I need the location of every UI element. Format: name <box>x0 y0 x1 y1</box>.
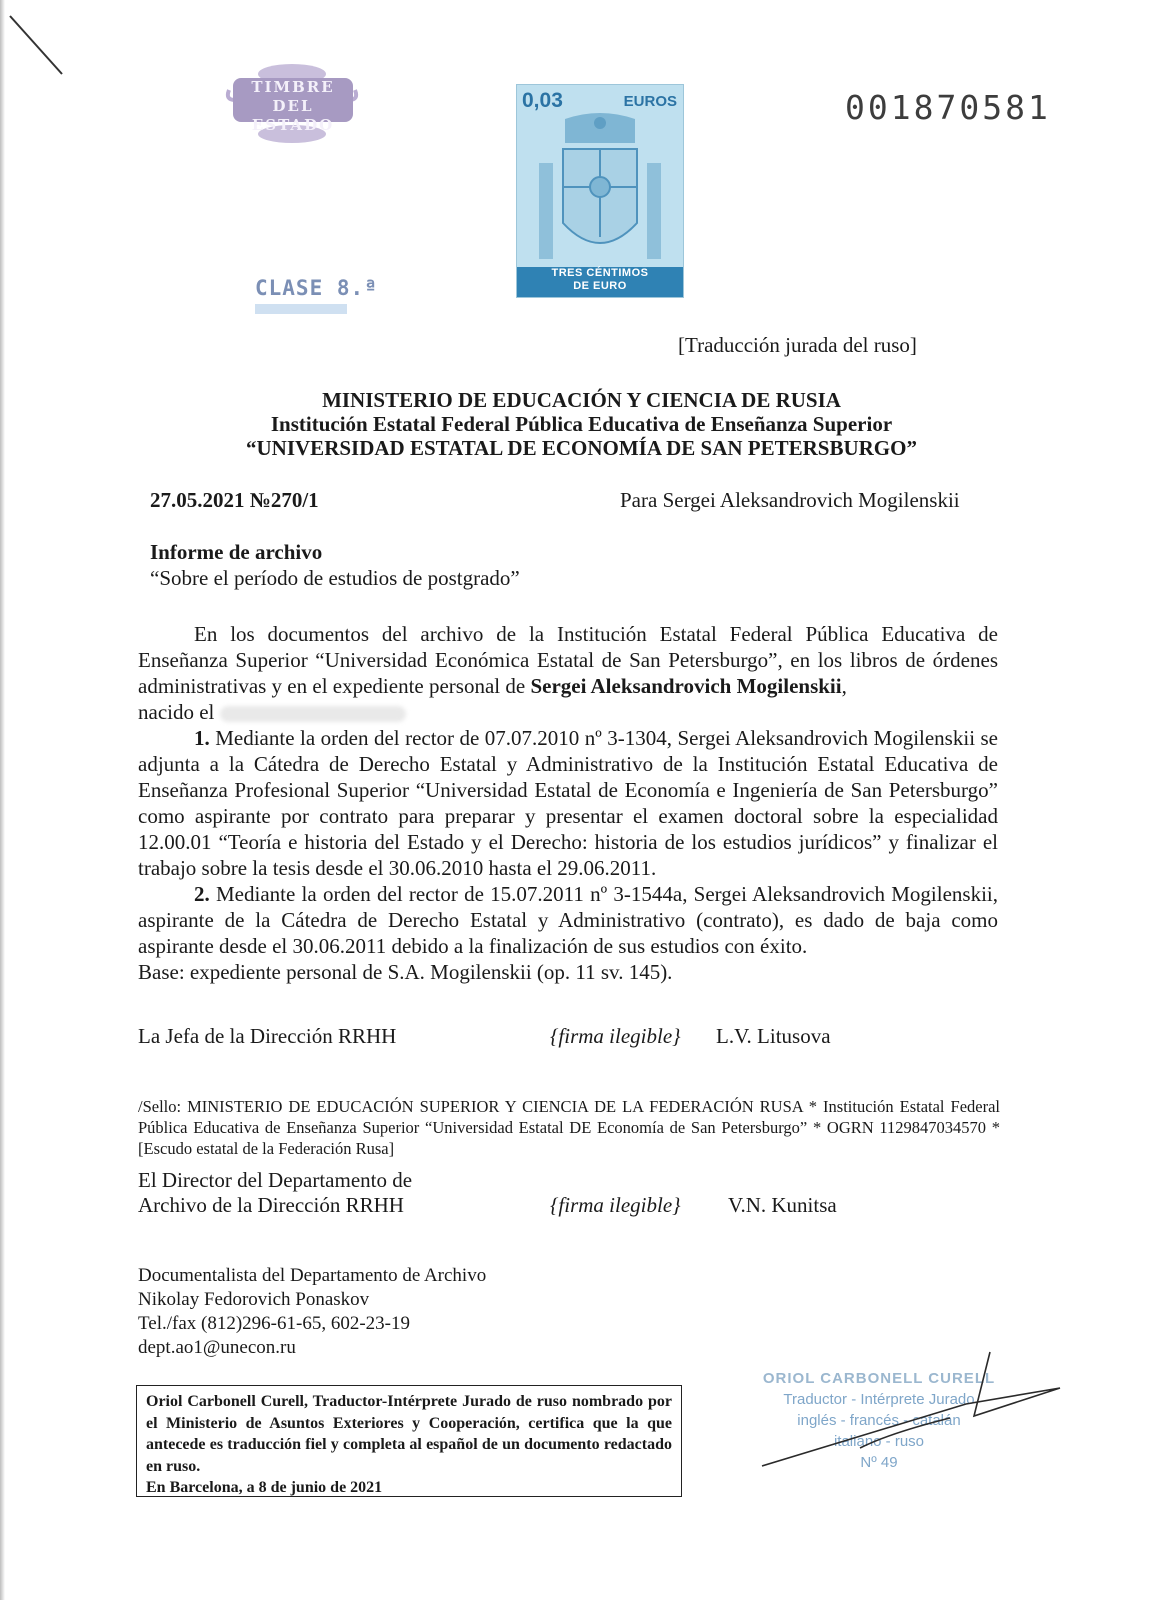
translator-certification-box <box>136 1385 682 1497</box>
euro-stamp-value: 0,03 <box>522 89 563 112</box>
redacted-birthdate <box>220 706 406 722</box>
item-1-paragraph <box>138 725 998 881</box>
clase-label: CLASE 8.ª <box>255 276 378 300</box>
documentalist-phone: Tel./fax (812)296-61-65, 602-23-19 <box>138 1313 410 1334</box>
timbre-label <box>233 78 353 134</box>
documentalist-name: Nikolay Fedorovich Ponaskov <box>138 1289 370 1310</box>
intro-paragraph <box>138 621 998 699</box>
university-heading: “UNIVERSIDAD ESTATAL DE ECONOMÍA DE SAN PETERSBURGO” <box>246 436 917 460</box>
item-2-paragraph <box>138 881 998 959</box>
spanish-coat-of-arms-icon <box>537 113 663 263</box>
scan-edge-shadow <box>0 0 5 1600</box>
signatory-2-name: V.N. Kunitsa <box>728 1193 837 1217</box>
signatory-1-signature-note: {firma ilegible} <box>550 1024 681 1048</box>
item-1-text: Mediante la orden del rector de 07.07.2010 nº 3-1304, Sergei Aleksandrovich Mogilenskii se adjunta a la Cátedra de Derecho Estatal y Administrativo de la Institución Estatal Educativa de Enseñanza Profesional Superior “Universidad Estatal de Economía e Ingeniería de San Petersburgo” como aspirante por contrato para preparar y presentar el examen doctoral sobre la especialidad 12.00.01 “Teoría e historia del Estado y el Derecho: historia de los estudios jurídicos” y finalizar el trabajo sobre la tesis desde el 30.06.2010 hasta el 29.06.2011. <box>138 726 998 880</box>
document-body <box>138 621 998 985</box>
translator-stamp-title: Traductor - Intérprete Jurado <box>783 1391 975 1408</box>
documentalist-block <box>138 1264 486 1360</box>
translator-stamp-number: Nº 49 <box>860 1454 898 1471</box>
documentalist-title: Documentalista del Departamento de Archivo <box>138 1265 487 1286</box>
certification-place-date: En Barcelona, a 8 de junio de 2021 <box>146 1479 383 1496</box>
timbre-line-2: DEL ESTADO <box>251 97 335 134</box>
clase-underline-band <box>255 304 347 314</box>
signatory-2-signature-note: {firma ilegible} <box>550 1193 681 1217</box>
serial-number: 001870581 <box>845 88 1051 127</box>
euro-band-line-2: DE EURO <box>573 280 627 292</box>
ministry-heading: MINISTERIO DE EDUCACIÓN Y CIENCIA DE RUSIA <box>322 388 841 412</box>
intro-end: , <box>841 674 847 698</box>
pen-stroke-mark <box>8 10 68 80</box>
item-2-text: Mediante la orden del rector de 15.07.2011 nº 3-1544a, Sergei Aleksandrovich Mogilenskii, aspirante de la Cátedra de Derecho Estatal y Administrativo (contrato), es dado de baja como aspirante desde el 30.06.2011 debido a la finalización de sus estudios con éxito. <box>138 882 998 958</box>
item-2-number: 2. <box>194 882 210 906</box>
translator-stamp-languages-2: italiano - ruso <box>833 1433 925 1450</box>
signatory-1-role: La Jefa de la Dirección RRHH <box>138 1024 397 1048</box>
born-label: nacido el <box>138 700 215 724</box>
euro-band-line-1: TRES CÉNTIMOS <box>551 267 649 279</box>
recipient: Para Sergei Aleksandrovich Mogilenskii <box>620 488 960 512</box>
translator-stamp-name: ORIOL CARBONELL CURELL <box>762 1370 996 1387</box>
documentalist-email: dept.ao1@unecon.ru <box>138 1337 296 1358</box>
born-line <box>138 699 998 725</box>
euro-stamp-currency: EUROS <box>623 93 677 110</box>
translator-signature <box>760 1348 1090 1488</box>
intro-text: En los documentos del archivo de la Institución Estatal Federal Pública Educativa de Enseñanza Superior “Universidad Económica Estatal de San Petersburgo”, en los libros de órdenes administrativas y en el expediente personal de <box>138 622 998 698</box>
timbre-del-estado-stamp <box>223 56 361 148</box>
euro-stamp-band <box>517 267 683 297</box>
certification-text: Oriol Carbonell Curell, Traductor-Intérprete Jurado de ruso nombrado por el Ministerio de Asuntos Exteriores y Cooperación, certifica que la que antecede es traducción fiel y completa al español de un documento redactado en ruso. <box>146 1393 672 1475</box>
translation-note: [Traducción jurada del ruso] <box>678 333 917 357</box>
signatory-1-name: L.V. Litusova <box>716 1024 831 1048</box>
intro-name: Sergei Aleksandrovich Mogilenskii <box>530 674 842 698</box>
timbre-line-1: TIMBRE <box>251 78 335 96</box>
item-1-number: 1. <box>194 726 210 750</box>
date-number: 27.05.2021 №270/1 <box>150 488 319 512</box>
base-line: Base: expediente personal de S.A. Mogilenskii (op. 11 sv. 145). <box>138 960 673 984</box>
euro-revenue-stamp <box>516 84 684 298</box>
signatory-2-role-line-2: Archivo de la Dirección RRHH <box>138 1193 404 1217</box>
institution-heading: Institución Estatal Federal Pública Educativa de Enseñanza Superior <box>270 412 893 436</box>
report-title: Informe de archivo <box>150 540 323 564</box>
report-subtitle: “Sobre el período de estudios de postgrado” <box>150 566 520 590</box>
seal-description: /Sello: MINISTERIO DE EDUCACIÓN SUPERIOR Y CIENCIA DE LA FEDERACIÓN RUSA * Institución Estatal Federal Pública Educativa de Enseñanza Superior “Universidad Estatal DE Economía de San Petersburgo” * OGRN 1129847034570 * [Escudo estatal de la Federación Rusa] <box>138 1097 1000 1158</box>
signatory-2-role-line-1: El Director del Departamento de <box>138 1168 413 1192</box>
translator-stamp-languages: inglés - francés - catalán <box>797 1412 961 1429</box>
